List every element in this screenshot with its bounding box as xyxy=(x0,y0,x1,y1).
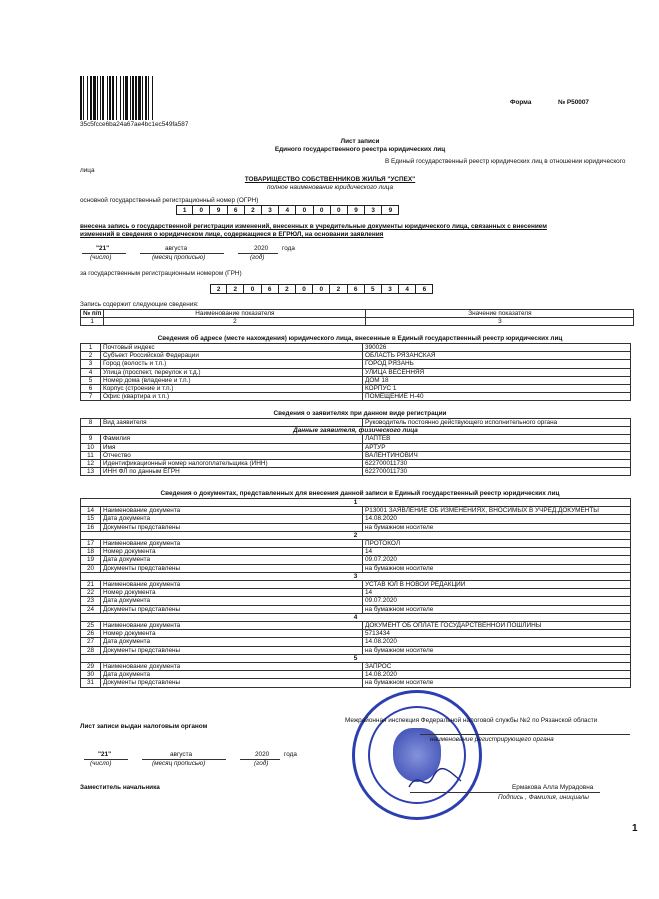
digit-cell: 0 xyxy=(296,284,313,294)
row-label: Номер документа xyxy=(101,589,363,597)
row-label: Фамилия xyxy=(101,435,363,443)
row-label: Наименование документа xyxy=(101,663,363,671)
address-section-title: Сведения об адресе (месте нахождения) юридического лица, внесенные в Единый государственный реестр юридических лиц xyxy=(157,335,563,342)
table-row xyxy=(81,443,631,451)
row-label: Отчество xyxy=(101,451,363,459)
table-row xyxy=(81,622,631,630)
row-label: Имя xyxy=(101,443,363,451)
table-row xyxy=(81,589,631,597)
row-number: 13 xyxy=(81,468,101,476)
table-row xyxy=(81,385,631,393)
row-value: 622700011730 xyxy=(363,460,631,468)
row-number: 29 xyxy=(81,663,101,671)
row-label: Офис (квартира и т.п.) xyxy=(101,393,363,401)
row-value: УСТАВ ЮЛ В НОВОЙ РЕДАКЦИИ xyxy=(363,581,631,589)
digit-cell: 0 xyxy=(313,284,330,294)
row-value: ОБЛАСТЬ РЯЗАНСКАЯ xyxy=(363,352,631,360)
row-label: Номер документа xyxy=(101,548,363,556)
row-label: ИНН ФЛ по данным ЕГРН xyxy=(101,468,363,476)
table-row xyxy=(81,663,631,671)
entry-date-cap-month: (месяц прописью) xyxy=(152,254,206,261)
col-index: 1 xyxy=(81,318,104,326)
intro-line-2: лица xyxy=(80,167,95,174)
row-number: 21 xyxy=(81,581,101,589)
entry-date-month: августа xyxy=(165,245,188,252)
table-row xyxy=(81,540,631,548)
row-value: 622700011730 xyxy=(363,468,631,476)
signer-position: Заместитель начальника xyxy=(80,784,160,791)
authority-name: Межрайонная инспекция Федеральной налоговой службы №2 по Рязанской области xyxy=(345,717,598,724)
signer-caption: Подпись , Фамилия, инициалы xyxy=(498,794,589,801)
digit-cell: 0 xyxy=(314,205,331,215)
row-label: Наименование документа xyxy=(101,540,363,548)
digit-cell: 0 xyxy=(244,284,261,294)
document-group-number: 2 xyxy=(81,531,631,539)
row-label: Субъект Российской Федерации xyxy=(101,352,363,360)
table-row xyxy=(81,460,631,468)
row-label: Город (волость и т.п.) xyxy=(101,360,363,368)
row-value: ПОМЕЩЕНИЕ Н-40 xyxy=(363,393,631,401)
row-value: Р13001 ЗАЯВЛЕНИЕ ОБ ИЗМЕНЕНИЯХ, ВНОСИМЫХ В УЧРЕД.ДОКУМЕНТЫ xyxy=(363,507,631,515)
document-group-header xyxy=(81,531,631,539)
row-number: 27 xyxy=(81,638,101,646)
row-label: Номер документа xyxy=(101,630,363,638)
row-number: 14 xyxy=(81,507,101,515)
entry-date-cap-year: (год) xyxy=(250,254,265,261)
table-row xyxy=(81,556,631,564)
page-number: 1 xyxy=(632,823,638,834)
col-index: 2 xyxy=(104,318,366,326)
table-row xyxy=(81,451,631,459)
row-number: 31 xyxy=(81,679,101,687)
main-table-header xyxy=(80,309,634,326)
row-number: 24 xyxy=(81,605,101,613)
row-label: Документы представлены xyxy=(101,523,363,531)
digit-cell: 2 xyxy=(330,284,347,294)
authority-caption: наименование регистрирующего органа xyxy=(430,736,554,743)
row-label: Корпус (строение и т.п.) xyxy=(101,385,363,393)
digit-cell: 0 xyxy=(296,205,313,215)
doc-subtitle: Единого государственного реестра юридических лиц xyxy=(274,146,446,153)
row-number: 15 xyxy=(81,515,101,523)
footer-cap-year: (год) xyxy=(254,760,269,767)
row-number: 9 xyxy=(81,435,101,443)
doc-title: Лист записи xyxy=(340,138,380,145)
table-row xyxy=(81,507,631,515)
table-row xyxy=(81,597,631,605)
table-row xyxy=(81,605,631,613)
row-label: Вид заявителя xyxy=(101,419,363,427)
digit-cell: 6 xyxy=(228,205,245,215)
barcode-bar xyxy=(153,76,155,120)
table-row xyxy=(81,523,631,531)
grn-grid xyxy=(210,284,433,294)
ogrn-label: основной государственный регистрационный номер (ОГРН) xyxy=(80,197,259,204)
table-row xyxy=(81,344,631,352)
row-value: 09.07.2020 xyxy=(363,597,631,605)
footer-date-month: августа xyxy=(170,751,193,758)
col-number-header: № п/п xyxy=(81,310,104,318)
entry-date-day: "21" xyxy=(96,245,110,252)
grn-label: за государственным регистрационным номером (ГРН) xyxy=(80,270,242,277)
table-row xyxy=(81,630,631,638)
applicant-subtitle: Данные заявителя, физического лица xyxy=(81,427,631,435)
digit-cell: 2 xyxy=(210,284,227,294)
row-label: Номер дома (владение и т.п.) xyxy=(101,376,363,384)
row-number: 23 xyxy=(81,597,101,605)
row-label: Документы представлены xyxy=(101,646,363,654)
row-number: 26 xyxy=(81,630,101,638)
row-value: на бумажном носителе xyxy=(363,679,631,687)
table-row xyxy=(81,368,631,376)
footer-cap-day: (число) xyxy=(90,760,112,767)
row-label: Документы представлены xyxy=(101,679,363,687)
digit-cell: 4 xyxy=(279,205,296,215)
entry-text-1: внесена запись о государственной регистрации изменений, внесенных в учредительные документы юридического лица, связанных с внесением xyxy=(80,223,547,230)
form-label: Форма xyxy=(510,99,532,106)
digit-cell: 2 xyxy=(245,205,262,215)
row-label: Документы представлены xyxy=(101,605,363,613)
signer-name: Ермакова Алла Мурадовна xyxy=(512,784,594,791)
barcode-image xyxy=(80,76,198,120)
digit-cell: 5 xyxy=(365,284,382,294)
row-number: 4 xyxy=(81,368,101,376)
address-table xyxy=(80,343,631,401)
row-label: Почтовый индекс xyxy=(101,344,363,352)
row-number: 3 xyxy=(81,360,101,368)
row-number: 28 xyxy=(81,646,101,654)
row-label: Улица (проспект, переулок и т.д.) xyxy=(101,368,363,376)
footer-date-year: 2020 xyxy=(255,751,270,758)
org-name: ТОВАРИЩЕСТВО СОБСТВЕННИКОВ ЖИЛЬЯ "УСПЕХ" xyxy=(244,176,416,183)
table-row xyxy=(81,581,631,589)
row-value: АРТУР xyxy=(363,443,631,451)
entry-date-year: 2020 xyxy=(254,245,269,252)
handwritten-signature xyxy=(405,765,465,795)
row-value: 14 xyxy=(363,548,631,556)
row-label: Дата документа xyxy=(101,515,363,523)
table-row xyxy=(81,393,631,401)
row-label: Документы представлены xyxy=(101,564,363,572)
row-number: 7 xyxy=(81,393,101,401)
row-value: 390026 xyxy=(363,344,631,352)
table-subheader xyxy=(81,427,631,435)
table-row xyxy=(81,548,631,556)
table-row xyxy=(81,564,631,572)
digit-cell: 4 xyxy=(399,284,416,294)
row-label: Дата документа xyxy=(101,597,363,605)
row-value: ЗАПРОС xyxy=(363,663,631,671)
table-row xyxy=(81,419,631,427)
entry-text-2: изменений в сведения о юридическом лице, содержащиеся в ЕГРЮЛ, на основании заявления xyxy=(80,231,384,238)
row-value: 14.08.2020 xyxy=(363,638,631,646)
row-value: ВАЛЕНТИНОВИЧ xyxy=(363,451,631,459)
document-group-number: 4 xyxy=(81,613,631,621)
document-group-header xyxy=(81,572,631,580)
row-number: 5 xyxy=(81,376,101,384)
row-value: УЛИЦА ВЕСЕННЯЯ xyxy=(363,368,631,376)
row-value: КОРПУС 1 xyxy=(363,385,631,393)
row-number: 16 xyxy=(81,523,101,531)
row-number: 18 xyxy=(81,548,101,556)
table-row xyxy=(81,646,631,654)
row-value: 5713434 xyxy=(363,630,631,638)
row-value: на бумажном носителе xyxy=(363,523,631,531)
applicants-table xyxy=(80,418,631,476)
row-value: 09.07.2020 xyxy=(363,556,631,564)
ogrn-grid xyxy=(176,205,399,215)
divider xyxy=(420,734,630,735)
row-value: Руководитель постоянно действующего исполнительного органа xyxy=(363,419,631,427)
footer-cap-month: (месяц прописью) xyxy=(152,760,206,767)
divider xyxy=(410,792,600,793)
document-group-number: 5 xyxy=(81,654,631,662)
col-index: 3 xyxy=(366,318,634,326)
entry-date-cap-day: (число) xyxy=(90,254,112,261)
row-number: 17 xyxy=(81,540,101,548)
col-name-header: Наименование показателя xyxy=(104,310,366,318)
issued-by-label: Лист записи выдан налоговым органом xyxy=(80,723,208,730)
digit-cell: 6 xyxy=(262,284,279,294)
row-number: 8 xyxy=(81,419,101,427)
document-group-header xyxy=(81,654,631,662)
digit-cell: 2 xyxy=(227,284,244,294)
row-number: 2 xyxy=(81,352,101,360)
footer-date-suffix: года xyxy=(284,751,297,758)
row-label: Наименование документа xyxy=(101,507,363,515)
entry-date-suffix: года xyxy=(282,245,295,252)
table-row xyxy=(81,515,631,523)
table-row xyxy=(81,376,631,384)
table-row xyxy=(81,360,631,368)
row-number: 11 xyxy=(81,451,101,459)
org-name-caption: полное наименование юридического лица xyxy=(266,184,394,191)
row-label: Наименование документа xyxy=(101,622,363,630)
row-label: Дата документа xyxy=(101,671,363,679)
digit-cell: 3 xyxy=(382,284,399,294)
document-group-number: 3 xyxy=(81,572,631,580)
table-row xyxy=(81,671,631,679)
row-value: 14.08.2020 xyxy=(363,515,631,523)
document-group-header xyxy=(81,499,631,507)
document-group-header xyxy=(81,613,631,621)
documents-table xyxy=(80,498,631,688)
digit-cell: 1 xyxy=(176,205,193,215)
footer-date-day: "21" xyxy=(98,751,112,758)
digit-cell: 6 xyxy=(416,284,433,294)
row-number: 22 xyxy=(81,589,101,597)
table-row xyxy=(81,679,631,687)
col-value-header: Значение показателя xyxy=(366,310,634,318)
documents-section-title: Сведения о документах, представленных для внесения данной записи в Единый государственный реестр юридических лиц xyxy=(160,490,560,497)
row-value: ПРОТОКОЛ xyxy=(363,540,631,548)
applicants-section-title: Сведения о заявителях при данном виде регистрации xyxy=(273,410,447,417)
table-row xyxy=(81,352,631,360)
table-row xyxy=(81,468,631,476)
row-label: Наименование документа xyxy=(101,581,363,589)
row-label: Дата документа xyxy=(101,638,363,646)
row-number: 6 xyxy=(81,385,101,393)
row-value: 14 xyxy=(363,589,631,597)
row-number: 12 xyxy=(81,460,101,468)
digit-cell: 3 xyxy=(365,205,382,215)
digit-cell: 2 xyxy=(279,284,296,294)
row-number: 1 xyxy=(81,344,101,352)
digit-cell: 0 xyxy=(331,205,348,215)
row-number: 10 xyxy=(81,443,101,451)
digit-cell: 3 xyxy=(262,205,279,215)
row-value: на бумажном носителе xyxy=(363,605,631,613)
digit-cell: 0 xyxy=(193,205,210,215)
row-value: ДОМ 18 xyxy=(363,376,631,384)
form-number: № Р50007 xyxy=(558,99,589,106)
row-value: 14.08.2020 xyxy=(363,671,631,679)
intro-line-1: В Единый государственный реестр юридических лиц в отношении юридического xyxy=(385,158,626,165)
digit-cell: 9 xyxy=(210,205,227,215)
table-row xyxy=(81,435,631,443)
row-number: 25 xyxy=(81,622,101,630)
row-value: ГОРОД РЯЗАНЬ xyxy=(363,360,631,368)
row-label: Идентификационный номер налогоплательщика (ИНН) xyxy=(101,460,363,468)
digit-cell: 9 xyxy=(348,205,365,215)
barcode-code: 35c5fcce6ba24a67ae4bc1ec549fa587 xyxy=(80,121,189,128)
digit-cell: 6 xyxy=(348,284,365,294)
digit-cell: 9 xyxy=(382,205,399,215)
table-row xyxy=(81,638,631,646)
row-label: Дата документа xyxy=(101,556,363,564)
row-value: на бумажном носителе xyxy=(363,564,631,572)
row-value: ДОКУМЕНТ ОБ ОПЛАТЕ ГОСУДАРСТВЕННОЙ ПОШЛИНЫ xyxy=(363,622,631,630)
row-number: 30 xyxy=(81,671,101,679)
row-number: 19 xyxy=(81,556,101,564)
row-value: на бумажном носителе xyxy=(363,646,631,654)
row-number: 20 xyxy=(81,564,101,572)
document-group-number: 1 xyxy=(81,499,631,507)
row-value: ЛАПТЕВ xyxy=(363,435,631,443)
contains-label: Запись содержит следующие сведения: xyxy=(80,301,199,308)
